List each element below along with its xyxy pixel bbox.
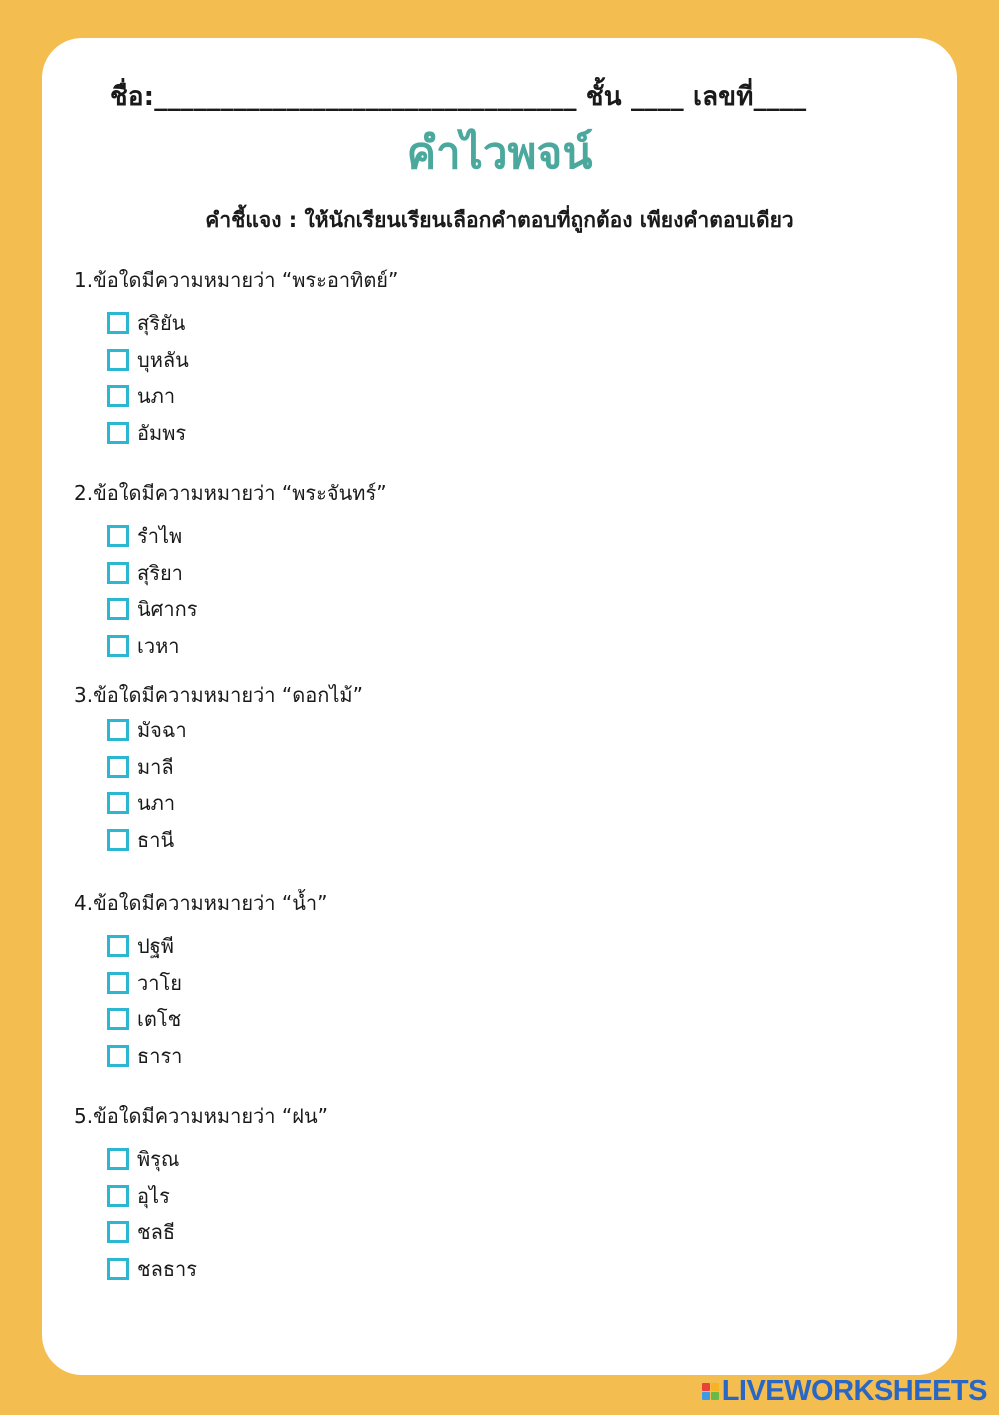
logo-square-yellow <box>711 1383 719 1391</box>
checkbox[interactable] <box>107 312 129 334</box>
checkbox[interactable] <box>107 972 129 994</box>
question-3 <box>74 680 774 858</box>
option-4d[interactable] <box>107 1038 774 1075</box>
checkbox[interactable] <box>107 1185 129 1207</box>
option-label: นิศากร <box>137 597 198 622</box>
question-text: 3.ข้อใดมีความหมายว่า “ดอกไม้” <box>74 683 363 707</box>
option-label: มาลี <box>137 754 174 779</box>
checkbox[interactable] <box>107 598 129 620</box>
option-label: อุไร <box>137 1183 170 1208</box>
question-2 <box>74 478 774 664</box>
option-1d[interactable] <box>107 415 774 452</box>
option-label: ธานี <box>137 827 175 852</box>
option-label: นภา <box>137 384 176 409</box>
option-5b[interactable] <box>107 1178 774 1215</box>
logo-text: LIVEWORKSHEETS <box>721 1374 987 1407</box>
option-1b[interactable] <box>107 342 774 379</box>
option-label: นภา <box>137 791 176 816</box>
options-list <box>107 518 774 664</box>
checkbox[interactable] <box>107 562 129 584</box>
option-2b[interactable] <box>107 555 774 592</box>
options-list <box>107 928 774 1074</box>
option-label: ธารา <box>137 1043 183 1068</box>
options-list <box>107 712 774 858</box>
option-label: เตโช <box>137 1007 182 1032</box>
checkbox[interactable] <box>107 1221 129 1243</box>
question-1 <box>74 265 774 451</box>
checkbox[interactable] <box>107 349 129 371</box>
option-label: มัจฉา <box>137 718 187 743</box>
option-5a[interactable] <box>107 1141 774 1178</box>
option-5c[interactable] <box>107 1214 774 1251</box>
option-3a[interactable] <box>107 712 774 749</box>
question-text: 4.ข้อใดมีความหมายว่า “น้ำ” <box>74 891 328 915</box>
question-text: 2.ข้อใดมีความหมายว่า “พระจันทร์” <box>74 481 387 505</box>
options-list <box>107 305 774 451</box>
liveworksheets-logo-icon <box>702 1383 719 1400</box>
checkbox[interactable] <box>107 1008 129 1030</box>
option-label: ปฐพี <box>137 934 174 959</box>
instructions: คำชี้แจง : ให้นักเรียนเรียนเลือกคำตอบที่ถูกต้อง เพียงคำตอบเดียว <box>205 208 794 232</box>
option-1c[interactable] <box>107 378 774 415</box>
option-3b[interactable] <box>107 749 774 786</box>
logo-square-green <box>711 1392 719 1400</box>
checkbox[interactable] <box>107 635 129 657</box>
page-title: คำไวพจน์ <box>406 128 593 179</box>
option-label: รำไพ <box>137 524 183 549</box>
option-3d[interactable] <box>107 822 774 859</box>
option-label: สุริยัน <box>137 311 186 336</box>
checkbox[interactable] <box>107 1148 129 1170</box>
checkbox[interactable] <box>107 756 129 778</box>
option-label: บุหลัน <box>137 347 189 372</box>
liveworksheets-logo[interactable] <box>702 1376 987 1406</box>
option-label: อัมพร <box>137 420 187 445</box>
option-1a[interactable] <box>107 305 774 342</box>
question-text: 1.ข้อใดมีความหมายว่า “พระอาทิตย์” <box>74 268 399 292</box>
checkbox[interactable] <box>107 935 129 957</box>
question-4 <box>74 888 774 1074</box>
logo-square-red <box>702 1383 710 1391</box>
checkbox[interactable] <box>107 1258 129 1280</box>
checkbox[interactable] <box>107 829 129 851</box>
checkbox[interactable] <box>107 792 129 814</box>
option-4a[interactable] <box>107 928 774 965</box>
option-label: พิรุณ <box>137 1147 180 1172</box>
option-4c[interactable] <box>107 1001 774 1038</box>
option-label: เวหา <box>137 633 180 658</box>
option-5d[interactable] <box>107 1251 774 1288</box>
option-2c[interactable] <box>107 591 774 628</box>
question-5 <box>74 1101 774 1287</box>
checkbox[interactable] <box>107 719 129 741</box>
checkbox[interactable] <box>107 1045 129 1067</box>
student-info-line: ชื่อ:________________________________ ชั้น ____ เลขที่____ <box>110 82 807 112</box>
logo-square-blue <box>702 1392 710 1400</box>
question-text: 5.ข้อใดมีความหมายว่า “ฝน” <box>74 1104 328 1128</box>
checkbox[interactable] <box>107 385 129 407</box>
options-list <box>107 1141 774 1287</box>
option-label: ชลธี <box>137 1220 176 1245</box>
checkbox[interactable] <box>107 422 129 444</box>
option-label: สุริยา <box>137 560 183 585</box>
option-label: ชลธาร <box>137 1256 198 1281</box>
option-2d[interactable] <box>107 628 774 665</box>
checkbox[interactable] <box>107 525 129 547</box>
option-label: วาโย <box>137 970 182 995</box>
option-4b[interactable] <box>107 965 774 1002</box>
option-2a[interactable] <box>107 518 774 555</box>
option-3c[interactable] <box>107 785 774 822</box>
